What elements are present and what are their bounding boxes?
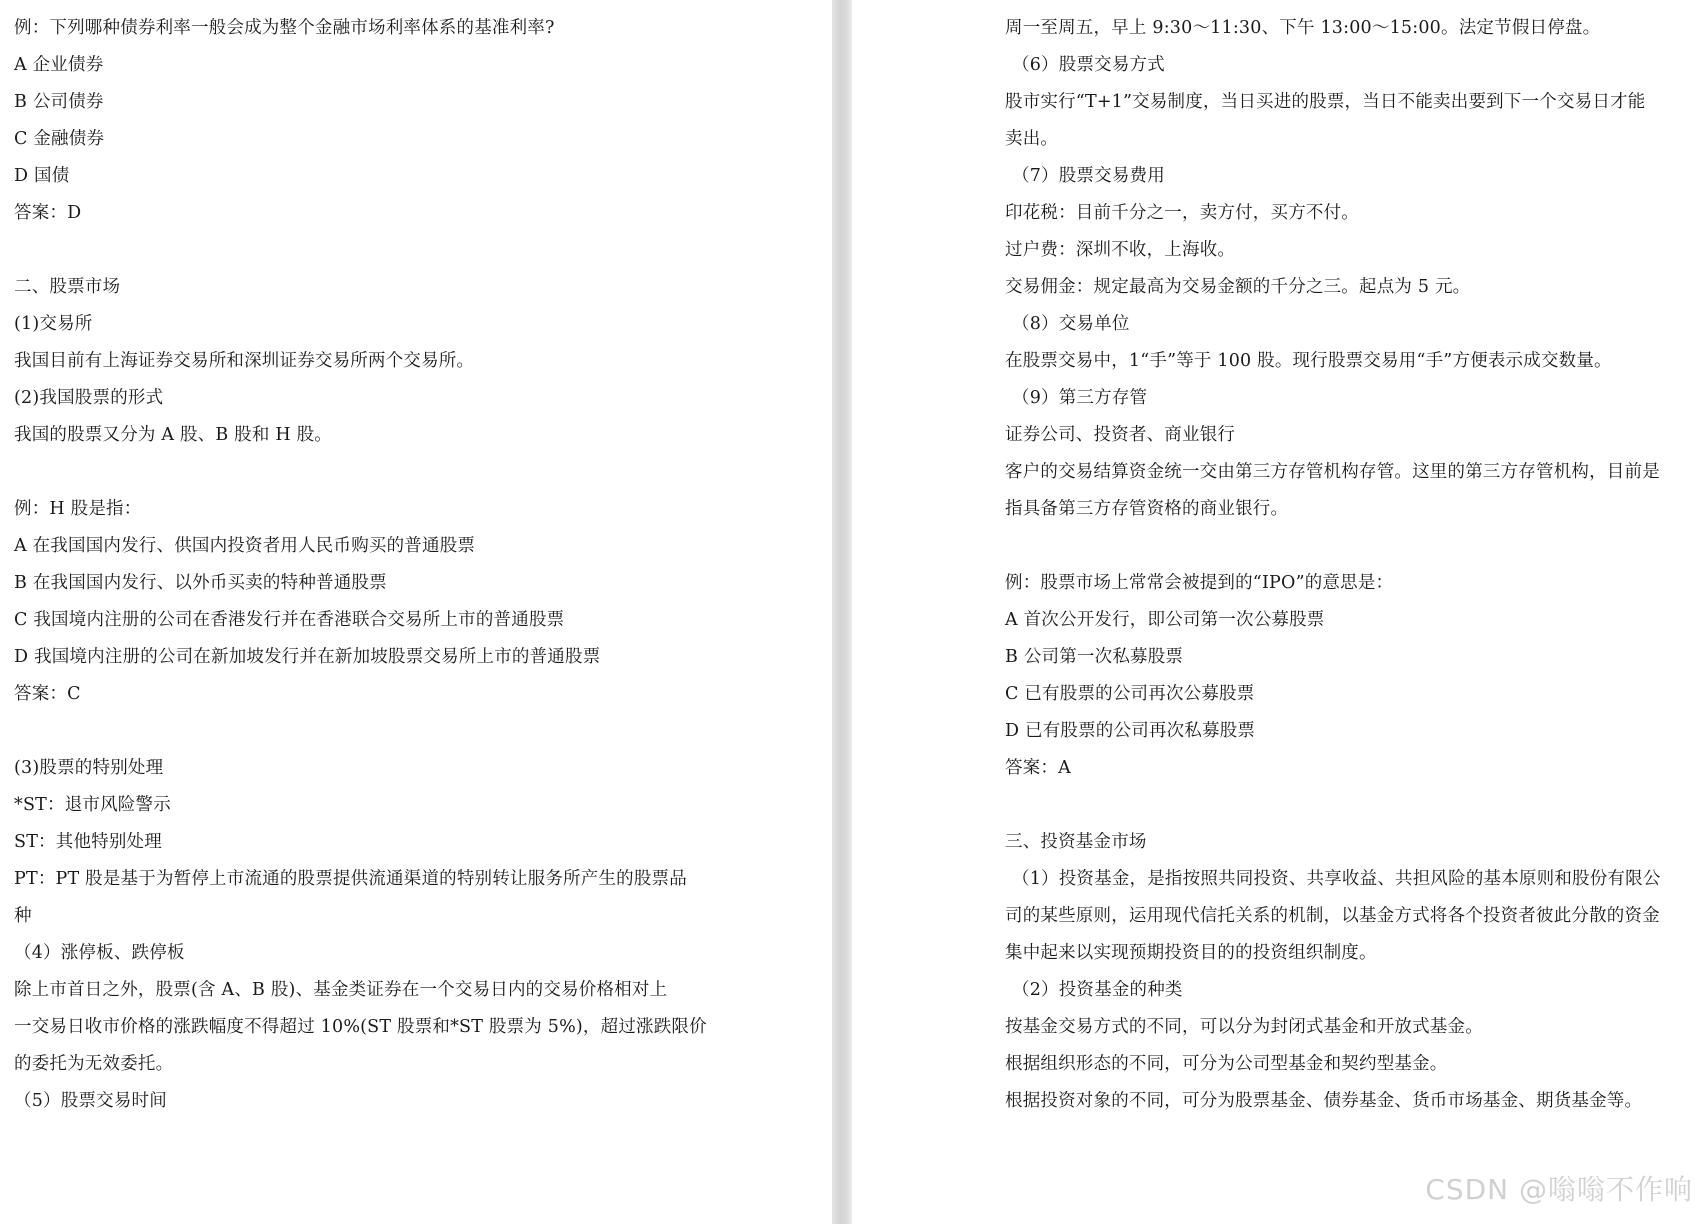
text-line: （7）股票交易费用 xyxy=(1012,166,1165,186)
text-line: （8）交易单位 xyxy=(1012,314,1130,334)
left-document-page xyxy=(0,0,832,1224)
text-line: 根据组织形态的不同，可分为公司型基金和契约型基金。 xyxy=(1005,1054,1448,1074)
text-line: D 我国境内注册的公司在新加坡发行并在新加坡股票交易所上市的普通股票 xyxy=(14,647,601,667)
text-line: 交易佣金：规定最高为交易金额的千分之三。起点为 5 元。 xyxy=(1005,277,1471,297)
text-line: 卖出。 xyxy=(1005,129,1059,149)
section-heading: 二、股票市场 xyxy=(14,277,121,297)
text-line: 客户的交易结算资金统一交由第三方存管机构存管。这里的第三方存管机构，目前是 xyxy=(1005,462,1660,482)
text-line: 的委托为无效委托。 xyxy=(14,1054,174,1074)
text-line: B 在我国国内发行、以外币买卖的特种普通股票 xyxy=(14,573,387,593)
text-line: 例：下列哪种债券利率一般会成为整个金融市场利率体系的基准利率? xyxy=(14,18,555,38)
text-line: 我国目前有上海证券交易所和深圳证券交易所两个交易所。 xyxy=(14,351,475,371)
text-line: 周一至周五，早上 9:30～11:30、下午 13:00～15:00。法定节假日停盘。 xyxy=(1005,18,1601,38)
text-line: (3)股票的特别处理 xyxy=(14,758,164,778)
text-line: C 我国境内注册的公司在香港发行并在香港联合交易所上市的普通股票 xyxy=(14,610,565,630)
text-line: （5）股票交易时间 xyxy=(14,1091,167,1111)
text-line: 答案：C xyxy=(14,684,81,704)
text-line: 例：股票市场上常常会被提到的“IPO”的意思是： xyxy=(1005,573,1394,593)
text-line: 印花税：目前千分之一，卖方付，买方不付。 xyxy=(1005,203,1359,223)
text-line: 司的某些原则，运用现代信托关系的机制，以基金方式将各个投资者彼此分散的资金 xyxy=(1005,906,1660,926)
page-gutter xyxy=(832,0,852,1224)
text-line: D 国债 xyxy=(14,166,70,186)
text-line: 种 xyxy=(14,906,32,926)
text-line: 集中起来以实现预期投资目的的投资组织制度。 xyxy=(1005,943,1377,963)
text-line: 例：H 股是指： xyxy=(14,499,142,519)
text-line: 指具备第三方存管资格的商业银行。 xyxy=(1005,499,1289,519)
text-line: C 金融债券 xyxy=(14,129,105,149)
text-line: （1）投资基金，是指按照共同投资、共享收益、共担风险的基本原则和股份有限公 xyxy=(1012,869,1661,889)
text-line: 按基金交易方式的不同，可以分为封闭式基金和开放式基金。 xyxy=(1005,1017,1483,1037)
text-line: 除上市首日之外，股票(含 A、B 股)、基金类证券在一个交易日内的交易价格相对上 xyxy=(14,980,668,1000)
text-line: 根据投资对象的不同，可分为股票基金、债券基金、货币市场基金、期货基金等。 xyxy=(1005,1091,1643,1111)
text-line: 一交易日收市价格的涨跌幅度不得超过 10%(ST 股票和*ST 股票为 5%)，超过涨跌限价 xyxy=(14,1017,707,1037)
text-line: A 首次公开发行，即公司第一次公募股票 xyxy=(1005,610,1325,630)
text-line: B 公司债券 xyxy=(14,92,104,112)
text-line: D 已有股票的公司再次私募股票 xyxy=(1005,721,1256,741)
text-line: *ST：退市风险警示 xyxy=(14,795,171,815)
text-line: （2）投资基金的种类 xyxy=(1012,980,1183,1000)
text-line: 答案：D xyxy=(14,203,82,223)
text-line: (1)交易所 xyxy=(14,314,93,334)
text-line: 证券公司、投资者、商业银行 xyxy=(1005,425,1236,445)
text-line: A 企业债券 xyxy=(14,55,104,75)
text-line: （6）股票交易方式 xyxy=(1012,55,1165,75)
text-line: （4）涨停板、跌停板 xyxy=(14,943,185,963)
right-document-page xyxy=(852,0,1705,1224)
section-heading: 三、投资基金市场 xyxy=(1005,832,1147,852)
text-line: B 公司第一次私募股票 xyxy=(1005,647,1184,667)
csdn-watermark: CSDN @嗡嗡不作响 xyxy=(1425,1173,1693,1206)
text-line: PT：PT 股是基于为暂停上市流通的股票提供流通渠道的特别转让服务所产生的股票品 xyxy=(14,869,687,889)
text-line: ST：其他特别处理 xyxy=(14,832,162,852)
text-line: 在股票交易中，1“手”等于 100 股。现行股票交易用“手”方便表示成交数量。 xyxy=(1005,351,1612,371)
text-line: 股市实行“T+1”交易制度，当日买进的股票，当日不能卖出要到下一个交易日才能 xyxy=(1005,92,1646,112)
text-line: 我国的股票又分为 A 股、B 股和 H 股。 xyxy=(14,425,332,445)
text-line: A 在我国国内发行、供国内投资者用人民币购买的普通股票 xyxy=(14,536,476,556)
text-line: 答案：A xyxy=(1005,758,1071,778)
text-line: 过户费：深圳不收，上海收。 xyxy=(1005,240,1236,260)
text-line: C 已有股票的公司再次公募股票 xyxy=(1005,684,1255,704)
text-line: (2)我国股票的形式 xyxy=(14,388,164,408)
text-line: （9）第三方存管 xyxy=(1012,388,1148,408)
